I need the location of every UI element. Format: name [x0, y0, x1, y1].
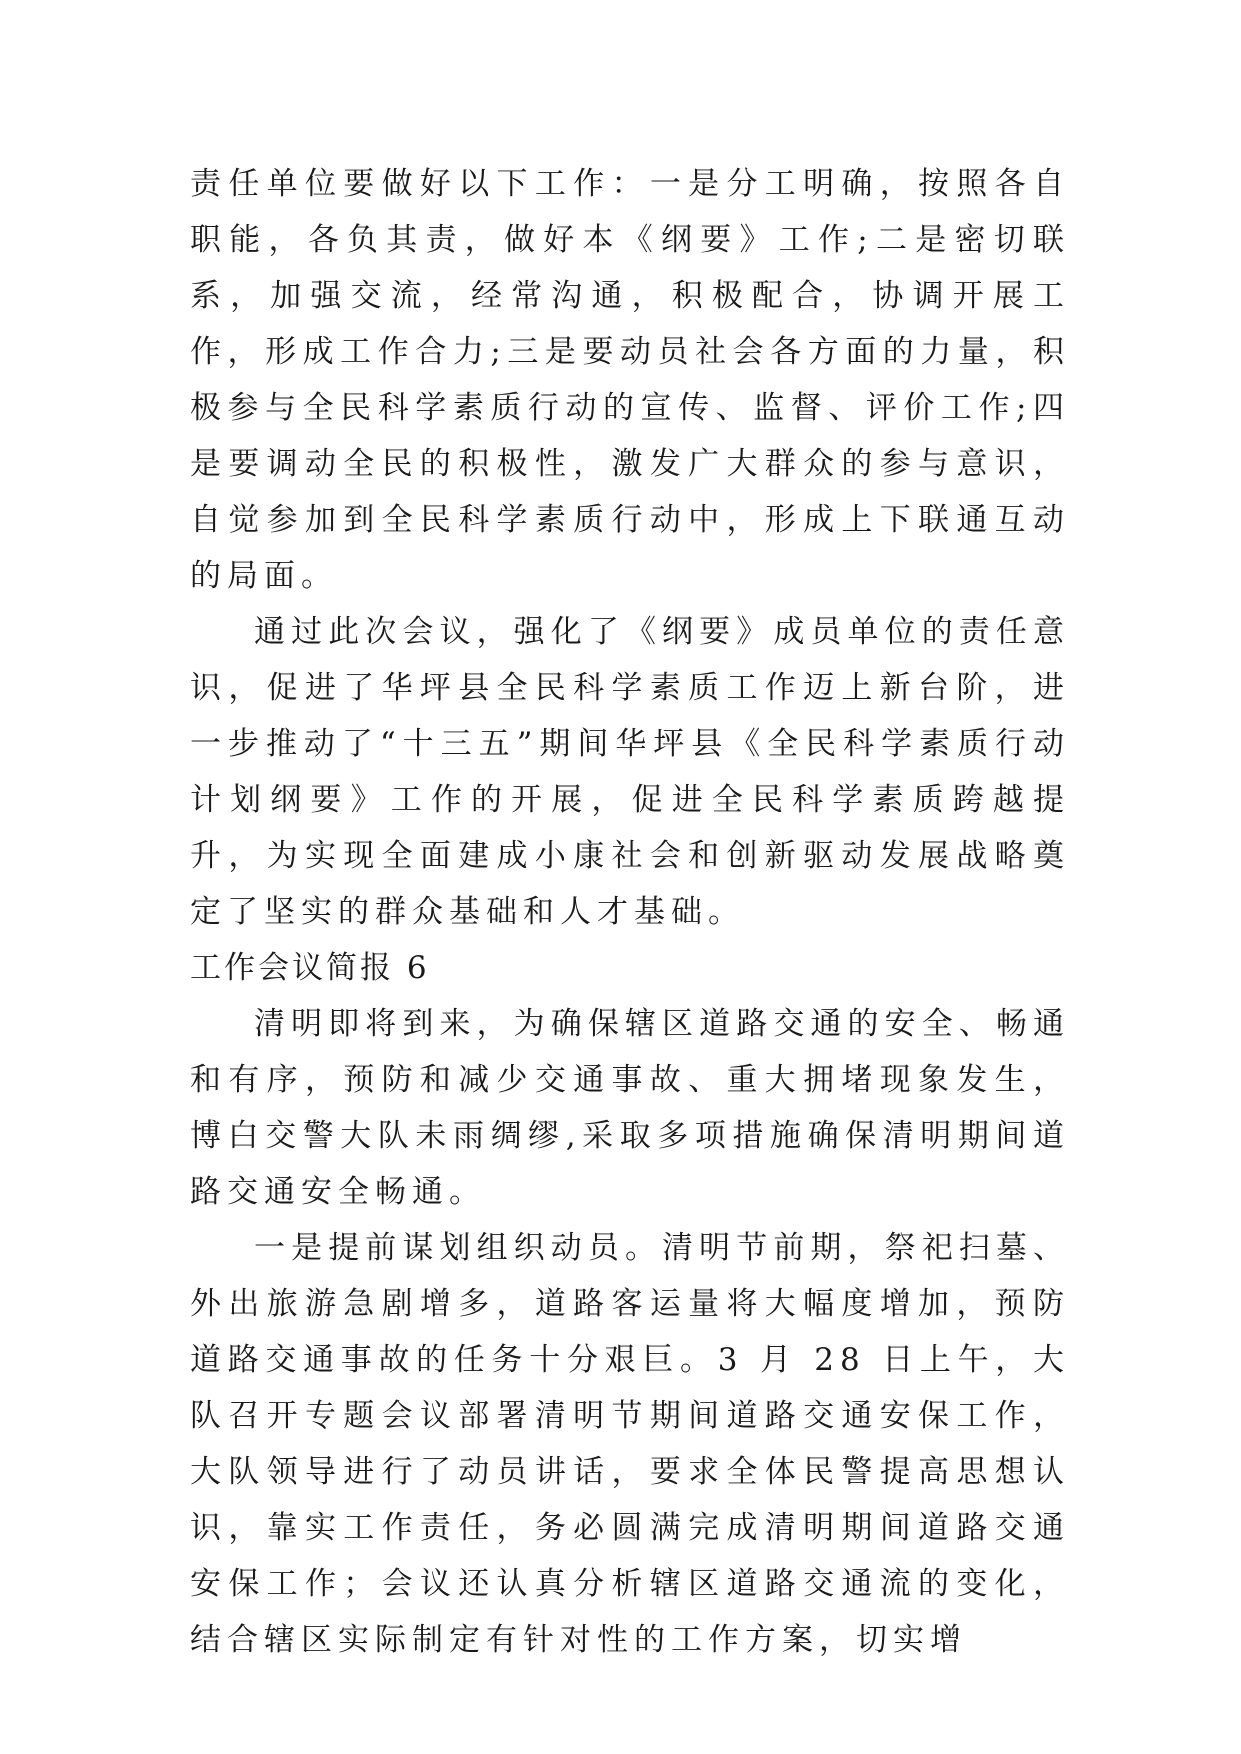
paragraph-responsibilities: 责任单位要做好以下工作：一是分工明确，按照各自职能，各负其责，做好本《纲要》工作;二是密切联系，加强交流，经常沟通，积极配合，协调开展工作，形成工作合力;三是要动员社会各方面的力量，积极参与全民科学素质行动的宣传、监督、评价工作;四是要调动全民的积极性，激发广大群众的参与意识，自觉参加到全民科学素质行动中，形成上下联通互动的局面。	[190, 166, 1070, 594]
paragraph-planning: 一是提前谋划组织动员。清明节前期，祭祀扫墓、外出旅游急剧增多，道路客运量将大幅度增加，预防道路交通事故的任务十分艰巨。3 月 28 日上午，大队召开专题会议部署清明节期间道路交通安保工作，大队领导进行了动员讲话，要求全体民警提高思想认识，靠实工作责任，务必圆满完成清明期间道路交通安保工作；会议还认真分析辖区道路交通流的变化，结合辖区实际制定有针对性的工作方案，切实增	[190, 1230, 1070, 1658]
paragraph-qingming-intro: 清明即将到来，为确保辖区道路交通的安全、畅通和有序，预防和减少交通事故、重大拥堵现象发生，博白交警大队未雨绸缪,采取多项措施确保清明期间道路交通安全畅通。	[190, 1006, 1070, 1210]
document-page	[190, 156, 1070, 1668]
paragraph-meeting-outcome: 通过此次会议，强化了《纲要》成员单位的责任意识，促进了华坪县全民科学素质工作迈上新台阶，进一步推动了“十三五”期间华坪县《全民科学素质行动计划纲要》工作的开展，促进全民科学素质跨越提升，为实现全面建成小康社会和创新驱动发展战略奠定了坚实的群众基础和人才基础。	[190, 614, 1070, 930]
section-heading: 工作会议简报 6	[190, 950, 430, 986]
